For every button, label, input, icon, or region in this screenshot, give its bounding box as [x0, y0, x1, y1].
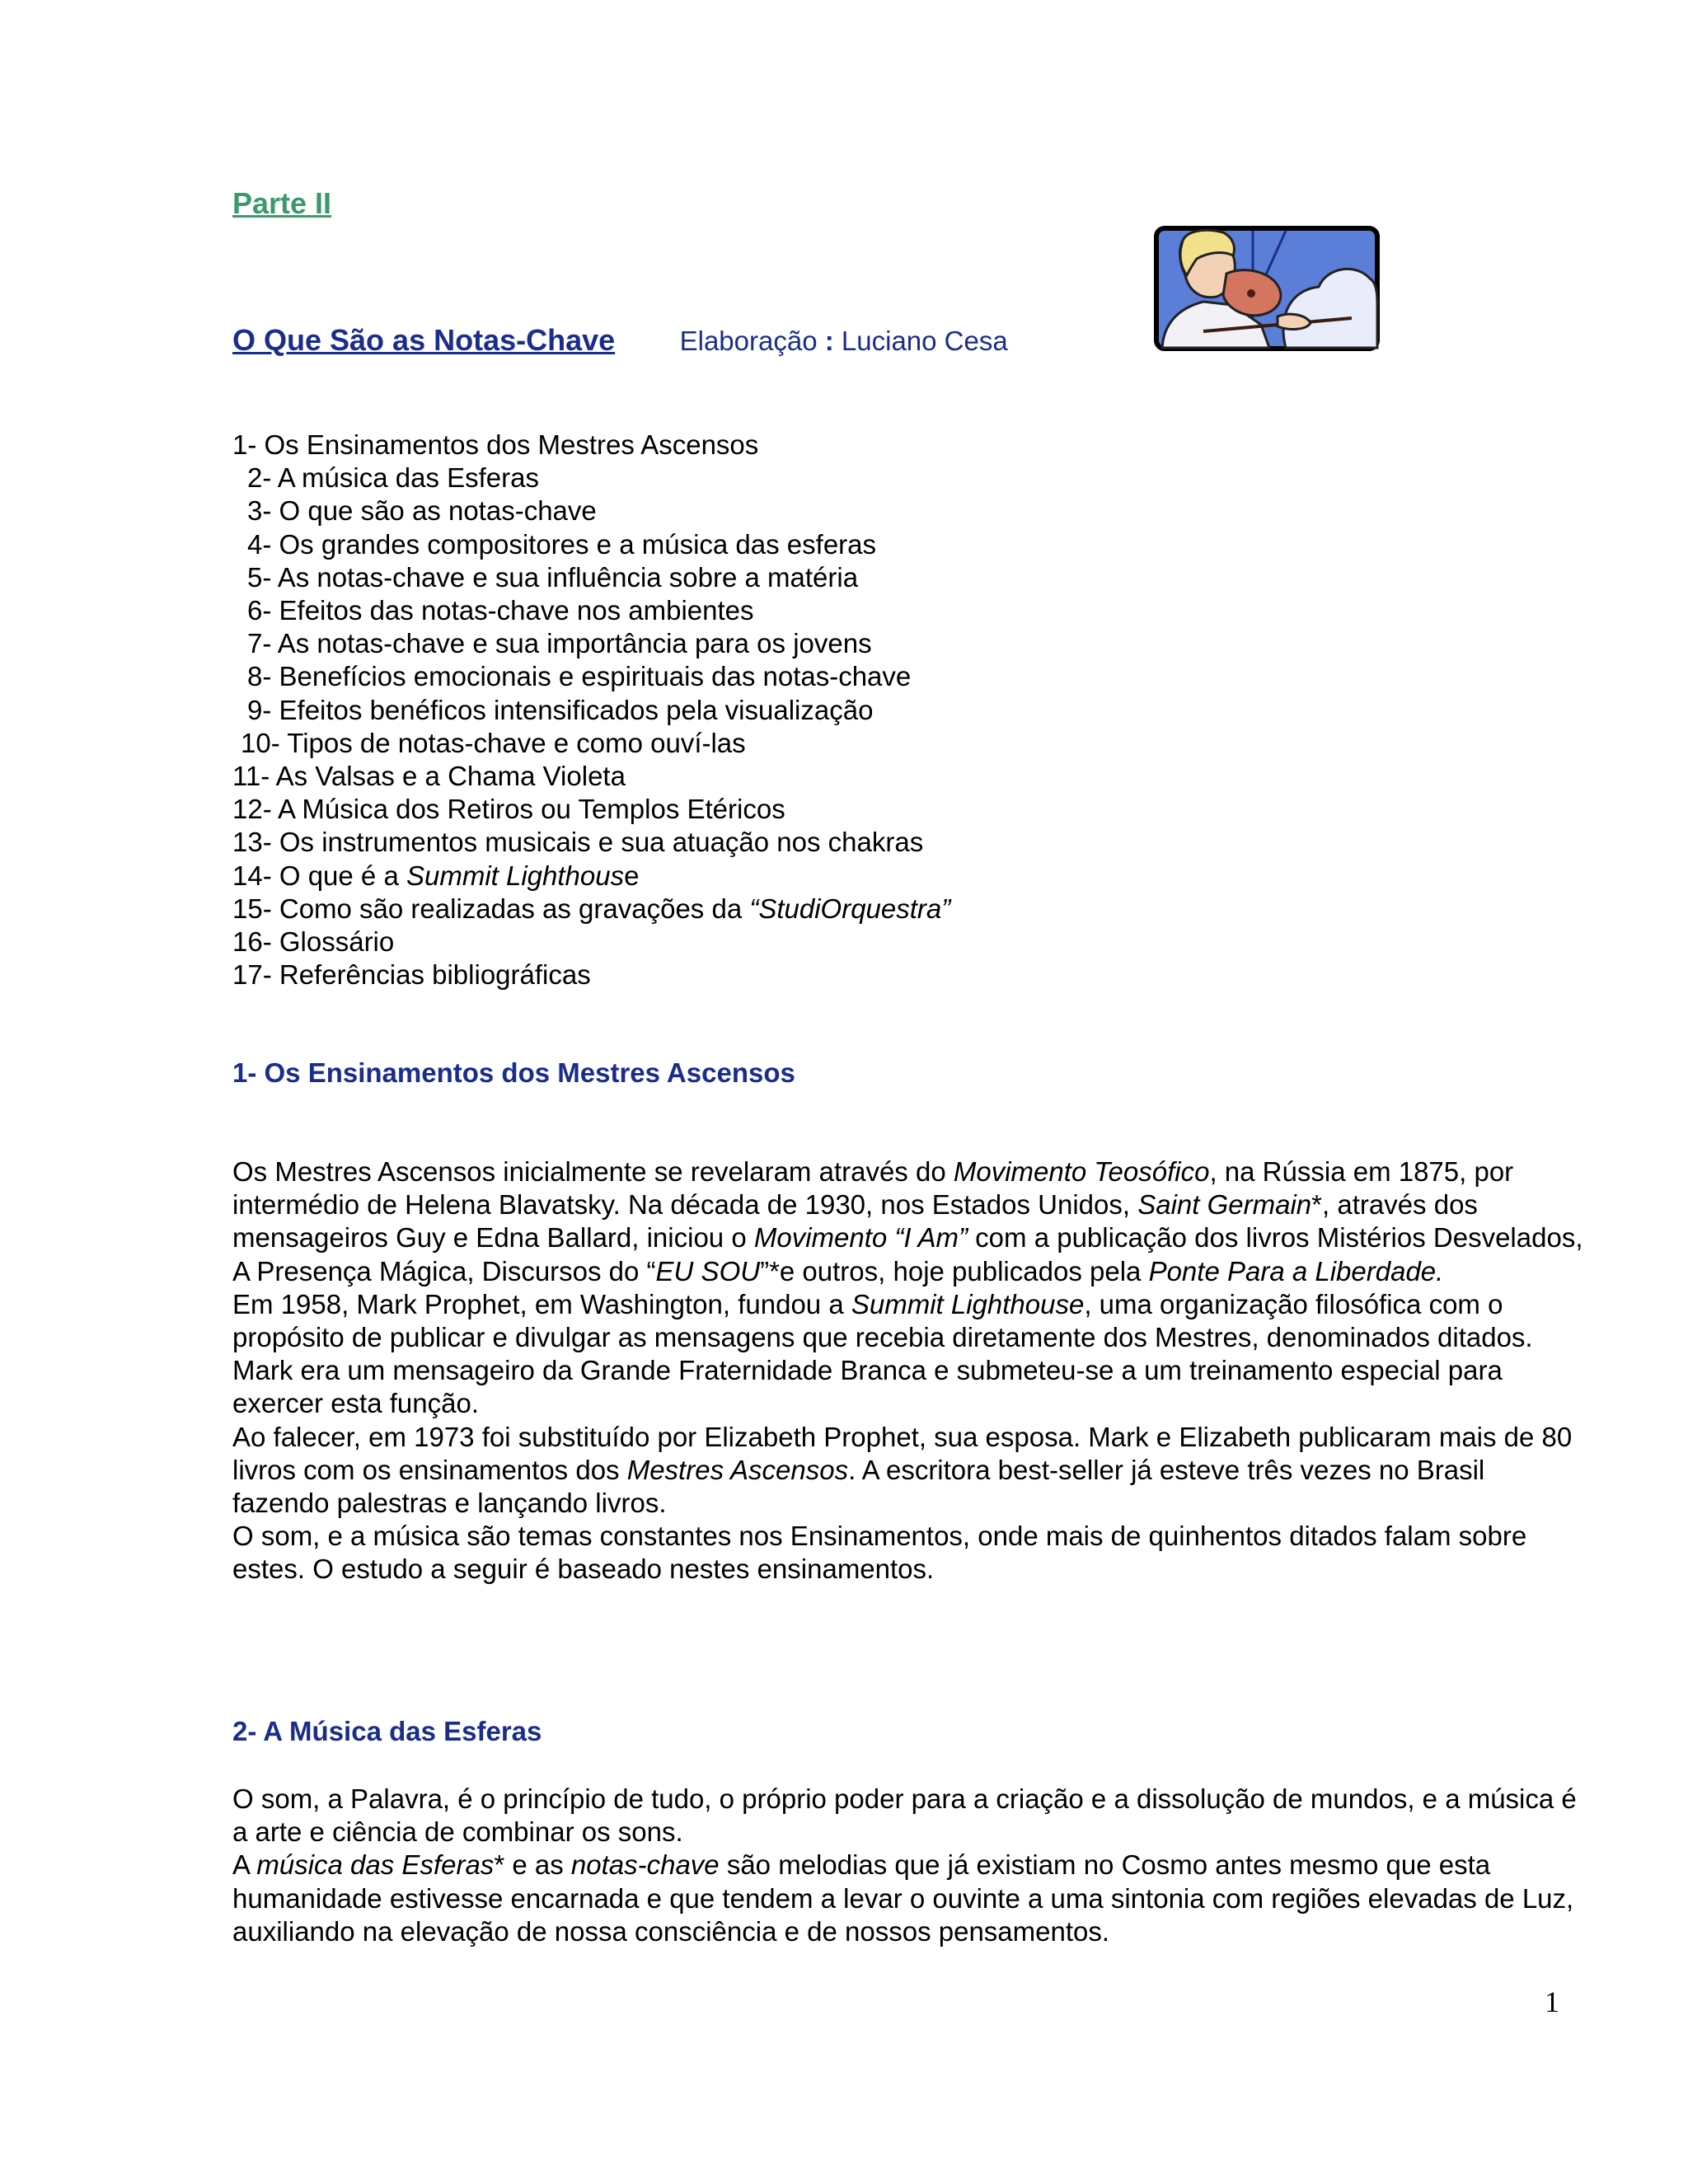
- emphasis: EU SOU: [655, 1255, 761, 1286]
- paragraph: [232, 1288, 1584, 1421]
- emphasis: música das Esferas: [256, 1849, 495, 1881]
- emphasis: notas-chave: [570, 1849, 720, 1881]
- author-separator: :: [824, 326, 834, 356]
- text: A: [232, 1849, 257, 1881]
- violinist-illustration: [1154, 226, 1380, 351]
- author-label: Elaboração: [679, 326, 818, 356]
- emphasis: Mestres Ascensos: [626, 1454, 849, 1485]
- toc-item: 3- O que são as notas-chave: [247, 495, 597, 527]
- toc-item: [232, 860, 950, 893]
- text: *, através dos mensageiros Guy e Edna Ballard, iniciou o: [232, 1189, 1478, 1254]
- title-row: [232, 323, 1008, 358]
- text: * e as: [494, 1849, 571, 1881]
- toc-text: e: [624, 860, 640, 891]
- text: , na Rússia em 1875, por intermédio de Helena Blavatsky. Na década de 1930, nos Estados Unidos,: [232, 1156, 1514, 1221]
- toc-item: 16- Glossário: [232, 926, 395, 958]
- paragraph: O som, a Palavra, é o princípio de tudo, o próprio poder para a criação e a dissolução de mundos, e a música é a arte e ciência de combinar os sons.: [232, 1783, 1577, 1848]
- part-heading: Parte II: [232, 186, 332, 220]
- emphasis: Movimento Teosófico: [953, 1156, 1210, 1187]
- emphasis: Summit Lighthouse: [851, 1288, 1085, 1319]
- toc-item: 8- Benefícios emocionais e espirituais das notas-chave: [247, 661, 912, 692]
- toc-item: 5- As notas-chave e sua influência sobre a matéria: [247, 561, 859, 593]
- section-1-body: [232, 1155, 1584, 1586]
- text: Ao falecer, em 1973 foi substituído por Elizabeth Prophet, sua esposa. Mark e Elizabeth publicaram mais de 80 livros com os ensinamentos dos: [232, 1421, 1573, 1485]
- document-title: O Que São as Notas-Chave: [232, 323, 616, 357]
- section-2-heading: 2- A Música das Esferas: [232, 1716, 542, 1746]
- section-2-body: [232, 1783, 1584, 1948]
- toc-item: 9- Efeitos benéficos intensificados pela visualização: [247, 694, 874, 725]
- toc-item: 11- As Valsas e a Chama Violeta: [232, 761, 626, 792]
- toc-item: 6- Efeitos das notas-chave nos ambientes: [247, 595, 754, 626]
- text: . A escritora best-seller já esteve três vezes no Brasil fazendo palestras e lançando livros.: [232, 1454, 1485, 1519]
- toc-item: 10- Tipos de notas-chave e como ouví-las: [241, 727, 746, 758]
- text: Os Mestres Ascensos inicialmente se revelaram através do: [232, 1156, 954, 1187]
- page-number: 1: [1545, 1985, 1559, 2018]
- paragraph: [232, 1421, 1584, 1521]
- text: com a publicação dos livros Mistérios Desvelados, A Presença Mágica, Discursos do “: [232, 1222, 1583, 1286]
- paragraph: O som, e a música são temas constantes nos Ensinamentos, onde mais de quinhentos ditados falam sobre estes. O estudo a seguir é baseado nestes ensinamentos.: [232, 1521, 1527, 1585]
- toc-item: 12- A Música dos Retiros ou Templos Etéricos: [232, 794, 785, 825]
- text: , uma organização filosófica com o propósito de publicar e divulgar as mensagens que recebia diretamente dos Mestres, denominados ditados. Mark era um mensageiro da Grande Fraternidade Branca e submeteu-se a um treinamento especial para exercer esta função.: [232, 1288, 1533, 1419]
- toc-item: 7- As notas-chave e sua importância para os jovens: [247, 628, 872, 659]
- author-line: [680, 326, 1008, 356]
- toc-item: [232, 893, 950, 926]
- toc-item: 2- A música das Esferas: [247, 462, 539, 494]
- toc-text: 15- Como são realizadas as gravações da: [232, 893, 750, 924]
- text: ”*e outros, hoje publicados pela: [760, 1255, 1149, 1286]
- toc-item: 4- Os grandes compositores e a música das esferas: [247, 528, 877, 560]
- text: Em 1958, Mark Prophet, em Washington, fundou a: [232, 1288, 851, 1319]
- paragraph: [232, 1155, 1584, 1288]
- author-name: Luciano Cesa: [841, 326, 1008, 356]
- emphasis: Movimento “I Am”: [753, 1222, 968, 1254]
- text: são melodias que já existiam no Cosmo antes mesmo que esta humanidade estivesse encarnada e que tendem a levar o ouvinte a uma sintonia com regiões elevadas de Luz, auxiliando na elevação de nossa consciência e de nossos pensamentos.: [232, 1849, 1574, 1947]
- emphasis: Ponte Para a Liberdade.: [1148, 1255, 1444, 1286]
- toc-item: 1- Os Ensinamentos dos Mestres Ascensos: [232, 429, 759, 460]
- toc-text: 14- O que é a: [232, 860, 406, 891]
- section-1-heading: 1- Os Ensinamentos dos Mestres Ascensos: [232, 1057, 795, 1088]
- emphasis: Saint Germain: [1137, 1189, 1312, 1221]
- toc-item: 13- Os instrumentos musicais e sua atuação nos chakras: [232, 827, 924, 858]
- toc-item: 17- Referências bibliográficas: [232, 959, 591, 991]
- toc-emphasis: “StudiOrquestra”: [749, 893, 951, 924]
- table-of-contents: [232, 429, 950, 991]
- paragraph: [232, 1849, 1584, 1948]
- toc-emphasis: Summit Lighthous: [406, 860, 625, 891]
